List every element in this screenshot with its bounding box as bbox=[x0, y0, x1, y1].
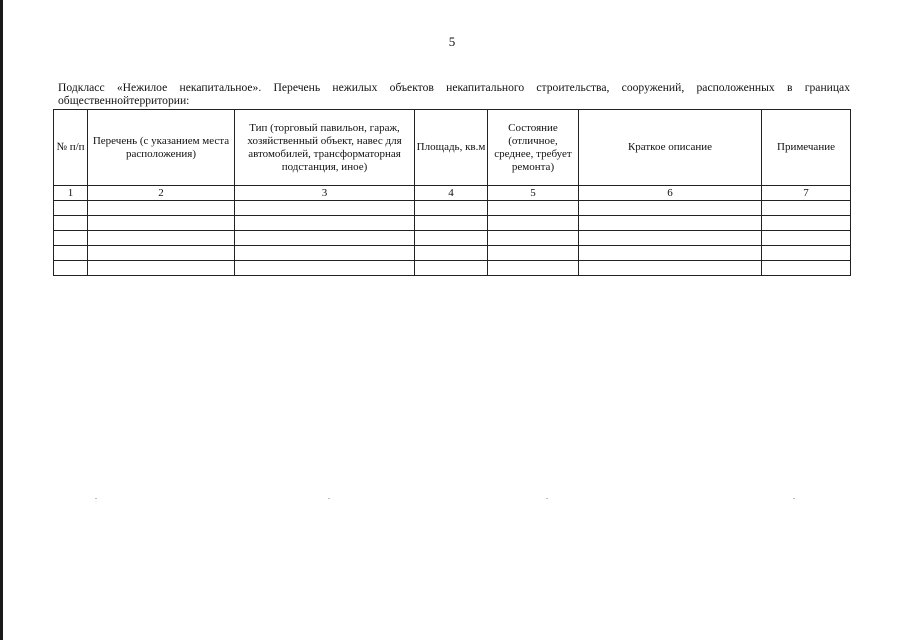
header-area bbox=[415, 110, 488, 186]
header-state-label: Состояние (отличное, среднее, требует ремонта) bbox=[494, 121, 572, 173]
column-number-cell: 7 bbox=[762, 186, 851, 201]
header-description-label: Краткое описание bbox=[627, 141, 713, 153]
scan-speck bbox=[546, 498, 548, 499]
header-description bbox=[579, 110, 762, 186]
header-type-label: Тип (торговый павильон, гараж, хозяйственный объект, навес для автомобилей, трансформаторная подстанция, иное) bbox=[247, 121, 402, 173]
header-note-label: Примечание bbox=[777, 141, 835, 153]
column-number-row bbox=[54, 186, 851, 201]
table-row bbox=[54, 201, 851, 216]
scan-speck bbox=[95, 498, 97, 499]
table-cell bbox=[762, 261, 851, 276]
column-number-cell: 3 bbox=[235, 186, 415, 201]
header-num-label: № п/п bbox=[56, 141, 85, 153]
table-cell bbox=[579, 246, 762, 261]
scan-speck bbox=[328, 498, 330, 499]
column-number-cell: 1 bbox=[54, 186, 88, 201]
table-cell bbox=[88, 201, 235, 216]
header-area-label: Площадь, кв.м bbox=[416, 141, 486, 153]
table-cell bbox=[488, 216, 579, 231]
column-number-cell: 5 bbox=[488, 186, 579, 201]
column-number-cell: 4 bbox=[415, 186, 488, 201]
table-cell bbox=[415, 201, 488, 216]
table-cell bbox=[579, 216, 762, 231]
table-cell bbox=[415, 246, 488, 261]
table-cell bbox=[488, 231, 579, 246]
header-row bbox=[54, 110, 851, 186]
page-left-edge bbox=[0, 0, 3, 640]
caption-line-1: Подкласс «Нежилое некапитальное». Перечень нежилых объектов некапитального строительства, сооружений, расположенных в границах bbox=[58, 81, 850, 94]
table-cell bbox=[762, 216, 851, 231]
header-state bbox=[488, 110, 579, 186]
table-cell bbox=[579, 201, 762, 216]
table-cell bbox=[488, 261, 579, 276]
table-cell bbox=[488, 246, 579, 261]
table-cell bbox=[762, 201, 851, 216]
table-row bbox=[54, 231, 851, 246]
header-list bbox=[88, 110, 235, 186]
header-note bbox=[762, 110, 851, 186]
table-caption bbox=[58, 81, 850, 107]
column-number-cell: 2 bbox=[88, 186, 235, 201]
non-residential-objects-table bbox=[53, 109, 851, 276]
table-cell bbox=[54, 246, 88, 261]
table-cell bbox=[88, 231, 235, 246]
column-number-cell: 6 bbox=[579, 186, 762, 201]
table-cell bbox=[88, 216, 235, 231]
table-cell bbox=[54, 201, 88, 216]
header-num bbox=[54, 110, 88, 186]
table-cell bbox=[235, 201, 415, 216]
table-row bbox=[54, 216, 851, 231]
header-type bbox=[235, 110, 415, 186]
header-list-label: Перечень (с указанием места расположения) bbox=[92, 134, 230, 160]
table-cell bbox=[762, 231, 851, 246]
table-cell bbox=[415, 231, 488, 246]
table-cell bbox=[415, 216, 488, 231]
table-cell bbox=[488, 201, 579, 216]
caption-line-2: общественнойтерритории: bbox=[58, 94, 190, 107]
table-cell bbox=[54, 261, 88, 276]
table-cell bbox=[235, 216, 415, 231]
scan-speck bbox=[793, 498, 795, 499]
table-cell bbox=[415, 261, 488, 276]
table-cell bbox=[88, 261, 235, 276]
table-cell bbox=[235, 261, 415, 276]
page-number: 5 bbox=[448, 34, 456, 49]
table-cell bbox=[579, 261, 762, 276]
table-cell bbox=[54, 231, 88, 246]
table-cell bbox=[762, 246, 851, 261]
table-cell bbox=[235, 246, 415, 261]
table-row bbox=[54, 246, 851, 261]
table-cell bbox=[235, 231, 415, 246]
table-cell bbox=[54, 216, 88, 231]
table-cell bbox=[579, 231, 762, 246]
table-row bbox=[54, 261, 851, 276]
table-cell bbox=[88, 246, 235, 261]
